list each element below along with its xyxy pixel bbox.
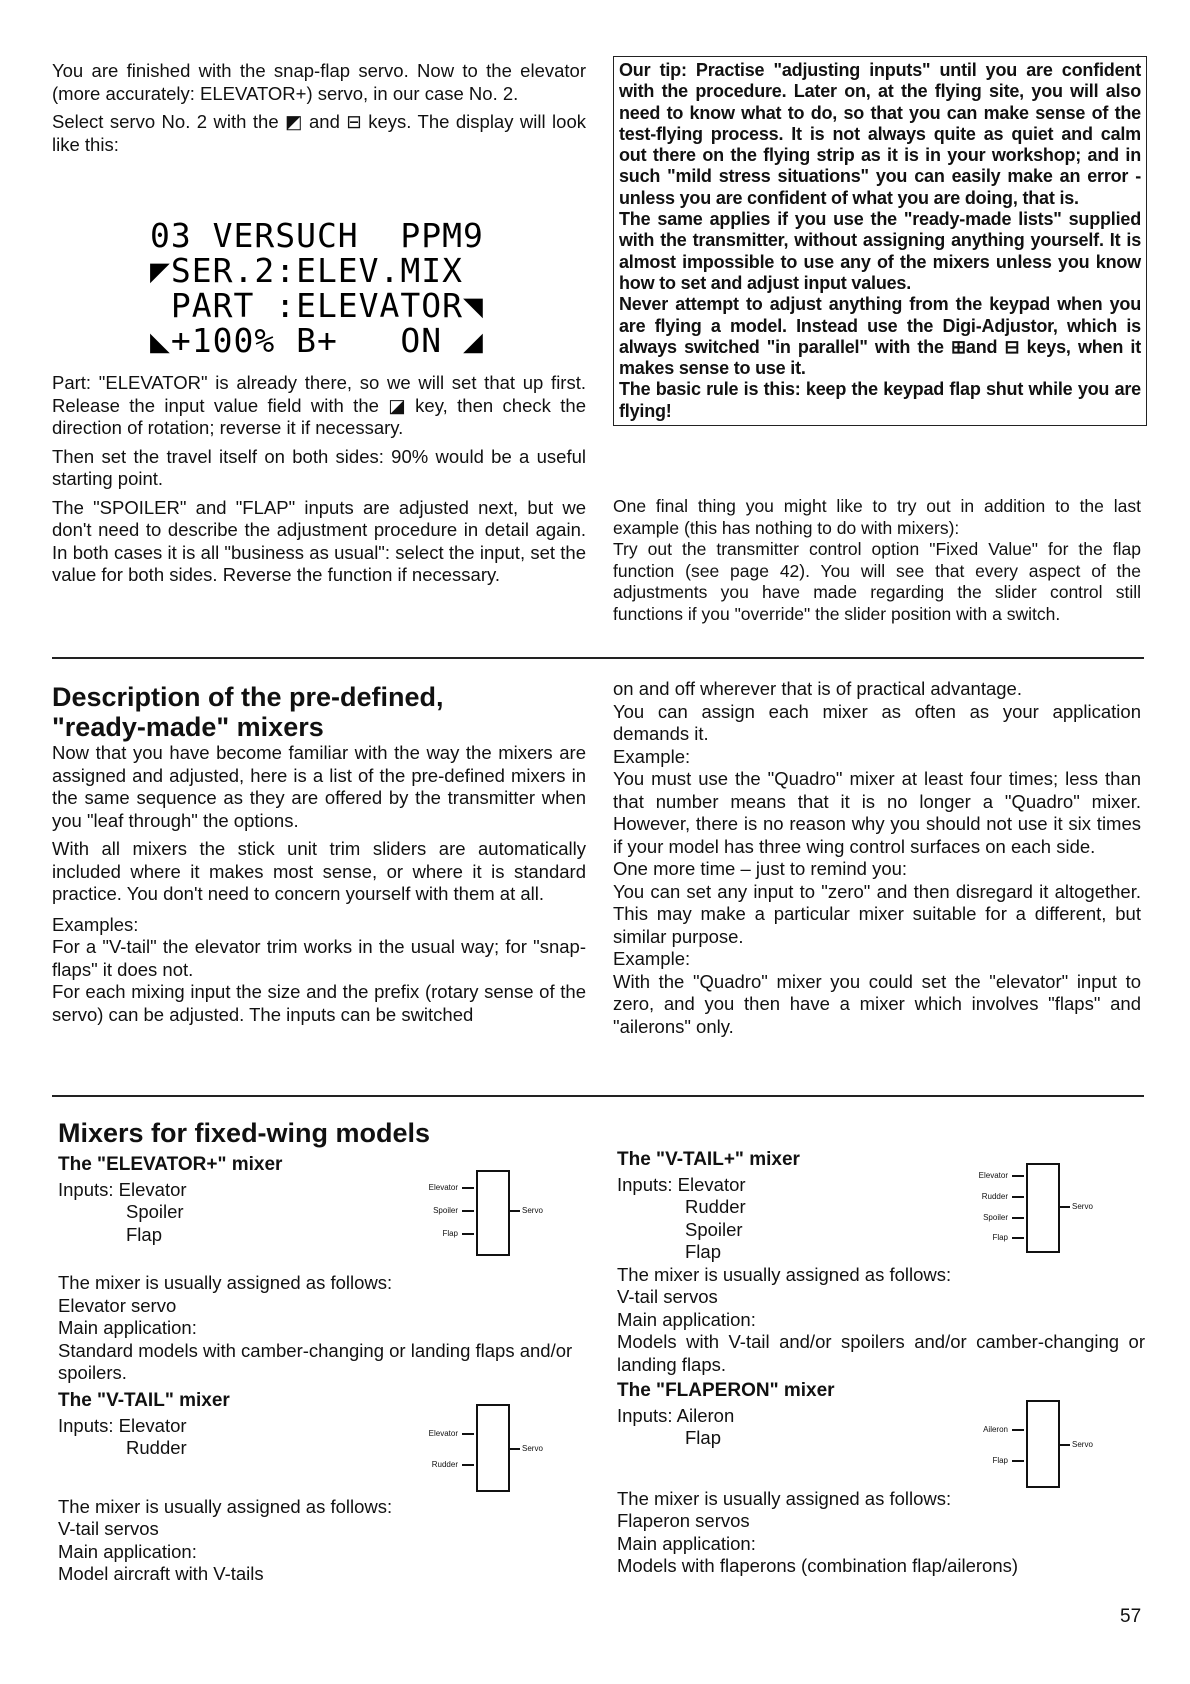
inputs-label: Inputs: Elevator <box>617 1173 746 1195</box>
setup-text <box>52 372 586 593</box>
description-section <box>52 682 586 1032</box>
lcd-line: ◤SER.2:ELEV.MIX <box>150 251 464 290</box>
servo-text: V-tail servos <box>58 1518 159 1539</box>
mixer-v-tail <box>58 1386 598 1586</box>
diagram-output: Servo <box>522 1206 543 1215</box>
assigned-text: The mixer is usually assigned as follows: <box>617 1487 952 1509</box>
mixer-v-tail-plus <box>617 1145 1145 1578</box>
input-item: Spoiler <box>685 1218 743 1240</box>
paragraph: You can assign each mixer as often as your application demands it. <box>613 700 1141 744</box>
diagram-input: Aileron <box>983 1425 1008 1434</box>
divider <box>52 657 1144 659</box>
tip-paragraph: The same applies if you use the "ready-made lists" supplied with the transmitter, without assigning anything yourself. It is almost impossible to use any of the mixers unless you know how to set and adjust input values. <box>619 209 1141 293</box>
section-heading: Description of the pre-defined, "ready-made" mixers <box>52 682 444 742</box>
paragraph: Now that you have become familiar with the way the mixers are assigned and adjusted, here is a list of the pre-defined mixers in the same sequence as they are offered by the transmitter when you "leaf through" the options. <box>52 742 586 831</box>
diagram-input: Flap <box>992 1456 1008 1465</box>
paragraph: Example: <box>613 745 691 767</box>
lcd-display <box>150 218 484 358</box>
diagram-output: Servo <box>522 1444 543 1453</box>
main-label: Main application: <box>58 1317 197 1338</box>
lcd-line: 03 VERSUCH PPM9 <box>150 216 484 255</box>
main-label: Main application: <box>58 1540 197 1562</box>
paragraph: One final thing you might like to try out in addition to the last example (this has nothing to do with mixers): <box>613 496 1141 538</box>
mixer-title: The "V-TAIL+" mixer <box>617 1149 800 1170</box>
application-text: Models with flaperons (combination flap/ailerons) <box>617 1555 1019 1576</box>
paragraph: With the "Quadro" mixer you could set the "elevator" input to zero, and you then have a mixer which involves "flaps" and "ailerons" only. <box>613 970 1141 1037</box>
input-item: Flap <box>685 1427 721 1448</box>
diagram-input: Flap <box>992 1233 1008 1242</box>
final-thing-text <box>613 496 1141 631</box>
main-label: Main application: <box>617 1532 756 1554</box>
paragraph: The "SPOILER" and "FLAP" inputs are adjusted next, but we don't need to describe the adjustment procedure in detail again. In both cases it is all "business as usual": select the input, set the value for both sides. Reverse the function if necessary. <box>52 496 586 585</box>
paragraph: Part: "ELEVATOR" is already there, so we will set that up first. Release the input value field with the ◪ key, then check the direction of rotation; reverse it if necessary. <box>52 372 586 438</box>
mixer-title: The "ELEVATOR+" mixer <box>58 1154 283 1175</box>
diagram-output: Servo <box>1072 1202 1093 1211</box>
input-item: Flap <box>126 1223 162 1245</box>
application-text: Models with V-tail and/or spoilers and/or camber-changing or landing flaps. <box>617 1331 1145 1375</box>
input-item: Rudder <box>685 1196 746 1217</box>
assigned-text: The mixer is usually assigned as follows: <box>58 1495 393 1517</box>
inputs-label: Inputs: Elevator <box>58 1414 187 1436</box>
paragraph: Select servo No. 2 with the ◩ and ⊟ keys. The display will look like this: <box>52 111 586 155</box>
paragraph: You must use the "Quadro" mixer at least four times; less than that number means that it is no longer a "Quadro" mixer. However, there is no reason why you should not use it six times if your model has three wing control surfaces on each side. <box>613 768 1141 857</box>
diagram-input: Spoiler <box>433 1206 458 1215</box>
paragraph: You can set any input to "zero" and then disregard it altogether. This may make a particular mixer suitable for a different, but similar purpose. <box>613 880 1141 947</box>
input-item: Flap <box>685 1241 721 1262</box>
divider <box>52 1095 1144 1097</box>
mixer-title: The "FLAPERON" mixer <box>617 1380 835 1401</box>
diagram-input: Flap <box>442 1229 458 1238</box>
tip-paragraph: Never attempt to adjust anything from the keypad when you are flying a model. Instead use the Digi-Adjustor, which is always switched "in parallel" with the ⊞and ⊟ keys, when it makes sense to use it. <box>619 294 1141 379</box>
main-label: Main application: <box>617 1308 756 1330</box>
assigned-text: The mixer is usually assigned as follows: <box>617 1263 952 1285</box>
paragraph: Examples: <box>52 913 139 935</box>
assigned-text: The mixer is usually assigned as follows: <box>58 1272 393 1293</box>
diagram-input: Elevator <box>428 1183 458 1192</box>
mixer-elevator-plus <box>58 1150 598 1385</box>
paragraph: Example: <box>613 948 691 969</box>
description-continued <box>613 678 1141 1038</box>
servo-text: Elevator servo <box>58 1294 177 1316</box>
input-item: Rudder <box>126 1437 187 1458</box>
paragraph: With all mixers the stick unit trim sliders are automatically included where it makes most sense, or where it is standard practice. You don't need to concern yourself with them at all. <box>52 838 586 904</box>
paragraph: One more time – just to remind you: <box>613 858 908 879</box>
tip-paragraph: The basic rule is this: keep the keypad flap shut while you are flying! <box>619 379 1141 421</box>
input-item: Spoiler <box>126 1201 184 1222</box>
servo-text: V-tail servos <box>617 1286 718 1307</box>
paragraph: You are finished with the snap-flap servo. Now to the elevator (more accurately: ELEVATOR+) servo, in our case No. 2. <box>52 60 586 104</box>
intro-text <box>52 60 586 162</box>
diagram-input: Rudder <box>431 1460 458 1469</box>
mixers-heading: Mixers for fixed-wing models <box>58 1118 431 1148</box>
paragraph: on and off wherever that is of practical advantage. <box>613 678 1022 699</box>
lcd-line: PART :ELEVATOR◥ <box>150 286 484 325</box>
tip-paragraph: Our tip: Practise "adjusting inputs" until you are confident with the procedure. Later on, at the flying site, you will also need to know what to do, so that you can make sense of the test-flying process. It is not always quite as quiet and calm out there on the flying strip as it is in your workshop; and in such "mild stress situations" you can easily make an error - unless you are confident of what you are doing, that is. <box>619 60 1141 208</box>
lcd-line: ◣+100% B+ ON ◢ <box>150 321 484 360</box>
tip-box <box>613 56 1147 426</box>
diagram-input: Rudder <box>981 1192 1008 1201</box>
paragraph: Try out the transmitter control option "Fixed Value" for the flap function (see page 42). You will see that every aspect of the adjustments you have made regarding the slider control still functions if you "override" the slider position with a switch. <box>613 539 1141 624</box>
diagram-input: Elevator <box>978 1171 1008 1180</box>
inputs-label: Inputs: Aileron <box>617 1404 735 1426</box>
inputs-label: Inputs: Elevator <box>58 1178 187 1200</box>
diagram-input: Spoiler <box>983 1213 1008 1222</box>
paragraph: For a "V-tail" the elevator trim works in the usual way; for "snap-flaps" it does not. <box>52 936 586 980</box>
diagram-output: Servo <box>1072 1440 1093 1449</box>
servo-text: Flaperon servos <box>617 1510 750 1531</box>
mixer-title: The "V-TAIL" mixer <box>58 1390 230 1411</box>
page-number: 57 <box>1120 1606 1142 1627</box>
paragraph: For each mixing input the size and the prefix (rotary sense of the servo) can be adjusted. The inputs can be switched <box>52 981 586 1025</box>
application-text: Model aircraft with V-tails <box>58 1563 264 1584</box>
diagram-input: Elevator <box>428 1429 458 1438</box>
application-text: Standard models with camber-changing or landing flaps and/or spoilers. <box>58 1339 573 1383</box>
paragraph: Then set the travel itself on both sides: 90% would be a useful starting point. <box>52 445 586 489</box>
